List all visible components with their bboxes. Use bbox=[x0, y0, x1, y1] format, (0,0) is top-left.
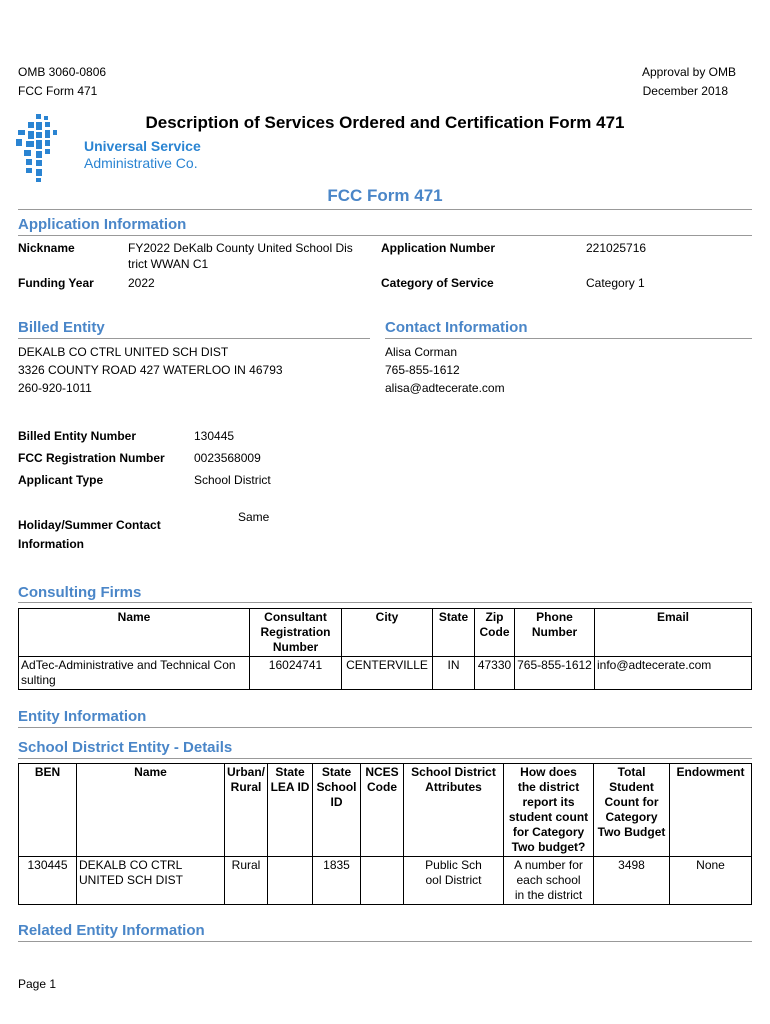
consulting-heading: Consulting Firms bbox=[18, 584, 142, 601]
divider bbox=[18, 602, 752, 603]
col-how-report: How does the district report its student count for Category Two budget? bbox=[504, 764, 594, 857]
school-district-heading: School District Entity - Details bbox=[18, 739, 233, 756]
col-email: Email bbox=[595, 609, 752, 657]
nickname-value-line1: FY2022 DeKalb County United School Dis bbox=[128, 241, 353, 255]
consultant-phone: 765-855-1612 bbox=[515, 657, 595, 690]
divider bbox=[18, 235, 752, 236]
entity-table bbox=[18, 763, 752, 905]
contact-heading: Contact Information bbox=[385, 319, 528, 336]
consultant-zip: 47330 bbox=[475, 657, 515, 690]
holiday-label-line1: Holiday/Summer Contact bbox=[18, 518, 161, 532]
approval-date: December 2018 bbox=[642, 84, 728, 98]
approval-text: Approval by OMB bbox=[641, 65, 736, 79]
entity-total-count: 3498 bbox=[594, 857, 670, 905]
contact-email: alisa@adtecerate.com bbox=[385, 381, 505, 395]
page-title: Description of Services Ordered and Certification Form 471 bbox=[145, 113, 625, 132]
funding-year-value: 2022 bbox=[128, 276, 155, 290]
page-number: Page 1 bbox=[18, 977, 57, 991]
consultant-name: AdTec-Administrative and Technical Con sulting bbox=[19, 657, 250, 690]
col-lea-id: State LEA ID bbox=[268, 764, 313, 857]
category-label: Category of Service bbox=[381, 276, 494, 290]
omb-number: OMB 3060-0806 bbox=[18, 65, 107, 79]
entity-school-id: 1835 bbox=[313, 857, 361, 905]
col-zip: Zip Code bbox=[475, 609, 515, 657]
billed-entity-phone: 260-920-1011 bbox=[18, 381, 92, 395]
divider bbox=[18, 209, 752, 210]
form-subtitle: FCC Form 471 bbox=[327, 186, 443, 205]
billed-entity-heading: Billed Entity bbox=[18, 319, 105, 336]
col-city: City bbox=[342, 609, 433, 657]
col-state: State bbox=[433, 609, 475, 657]
col-ben: BEN bbox=[19, 764, 77, 857]
entity-how-report: A number for each school in the district bbox=[504, 857, 594, 905]
divider bbox=[18, 758, 752, 759]
consultant-state: IN bbox=[433, 657, 475, 690]
col-entity-name: Name bbox=[77, 764, 225, 857]
col-attributes: School District Attributes bbox=[404, 764, 504, 857]
fcc-reg-label: FCC Registration Number bbox=[18, 451, 165, 465]
contact-phone: 765-855-1612 bbox=[385, 363, 460, 377]
table-header-row bbox=[19, 609, 752, 657]
consultant-crn: 16024741 bbox=[250, 657, 342, 690]
contact-name: Alisa Corman bbox=[385, 345, 458, 359]
divider bbox=[18, 727, 752, 728]
category-value: Category 1 bbox=[586, 276, 645, 290]
billed-entity-address: 3326 COUNTY ROAD 427 WATERLOO IN 46793 bbox=[18, 363, 283, 377]
entity-lea-id bbox=[268, 857, 313, 905]
col-nces: NCES Code bbox=[361, 764, 404, 857]
entity-endowment: None bbox=[670, 857, 752, 905]
divider bbox=[385, 338, 752, 339]
ben-label: Billed Entity Number bbox=[18, 429, 137, 443]
entity-attributes: Public Sch ool District bbox=[404, 857, 504, 905]
col-phone: Phone Number bbox=[515, 609, 595, 657]
app-number-label: Application Number bbox=[381, 241, 496, 255]
nickname-value-line2: trict WWAN C1 bbox=[128, 257, 209, 271]
entity-name: DEKALB CO CTRL UNITED SCH DIST bbox=[77, 857, 225, 905]
col-urban-rural: Urban/ Rural bbox=[225, 764, 268, 857]
col-name: Name bbox=[19, 609, 250, 657]
table-row bbox=[19, 657, 752, 690]
logo-line1: Universal Service bbox=[84, 138, 201, 154]
billed-entity-name: DEKALB CO CTRL UNITED SCH DIST bbox=[18, 345, 229, 359]
form-number: FCC Form 471 bbox=[18, 84, 98, 98]
consulting-table bbox=[18, 608, 752, 690]
entity-urban-rural: Rural bbox=[225, 857, 268, 905]
logo-line2: Administrative Co. bbox=[84, 155, 198, 171]
funding-year-label: Funding Year bbox=[18, 276, 94, 290]
applicant-type-label: Applicant Type bbox=[18, 473, 104, 487]
table-row bbox=[19, 857, 752, 905]
col-crn: Consultant Registration Number bbox=[250, 609, 342, 657]
col-endowment: Endowment bbox=[670, 764, 752, 857]
fcc-reg-value: 0023568009 bbox=[194, 451, 261, 465]
holiday-label-line2: Information bbox=[18, 537, 84, 551]
nickname-label: Nickname bbox=[18, 241, 75, 255]
consultant-city: CENTERVILLE bbox=[342, 657, 433, 690]
col-school-id: State School ID bbox=[313, 764, 361, 857]
entity-ben: 130445 bbox=[19, 857, 77, 905]
application-heading: Application Information bbox=[18, 216, 187, 233]
divider bbox=[18, 338, 370, 339]
ben-value: 130445 bbox=[194, 429, 235, 443]
entity-nces bbox=[361, 857, 404, 905]
divider bbox=[18, 941, 752, 942]
table-header-row bbox=[19, 764, 752, 857]
holiday-value: Same bbox=[238, 510, 270, 524]
related-entity-heading: Related Entity Information bbox=[18, 922, 205, 939]
consultant-email: info@adtecerate.com bbox=[595, 657, 752, 690]
col-total-count: Total Student Count for Category Two Budget bbox=[594, 764, 670, 857]
applicant-type-value: School District bbox=[194, 473, 271, 487]
app-number-value: 221025716 bbox=[586, 241, 647, 255]
entity-heading: Entity Information bbox=[18, 708, 147, 725]
